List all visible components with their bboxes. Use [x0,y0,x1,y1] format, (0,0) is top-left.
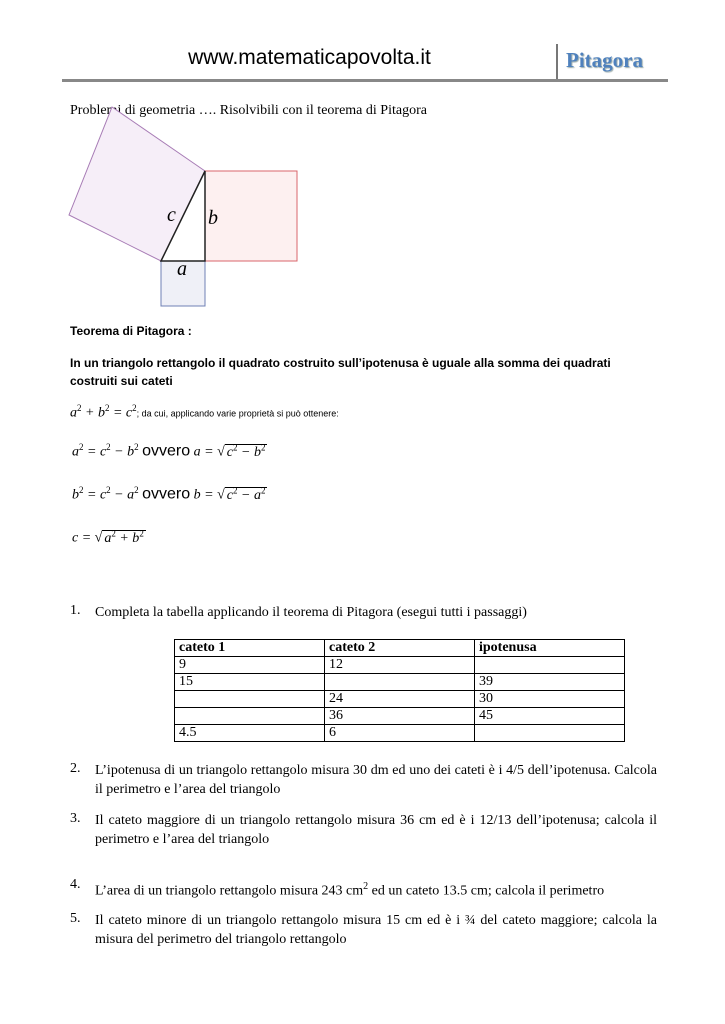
table-row [175,657,625,674]
pythagoras-table [174,639,625,742]
problem-number: 4. [70,877,81,892]
b-square [205,171,297,261]
table-row [175,708,625,725]
formula-note: ; da cui, applicando varie proprietà si può ottenere: [136,408,339,419]
ovvero-text: ovvero [142,485,191,503]
formula-a: $a^2 = c^2 - b^2$ ovvero a = √ $c^2 - b^2$ [72,442,266,460]
problem-number: 1. [70,603,81,618]
problem-text: Completa la tabella applicando il teorema di Pitagora (esegui tutti i passaggi) [95,605,527,620]
cell: 9 [175,657,325,674]
problem-text: Il cateto maggiore di un triangolo rettangolo misura 36 cm ed è i 12/13 dell’ipotenusa; calcola il perimetro e l’area del triangolo [95,813,657,847]
cell: 12 [325,657,475,674]
problem-number: 3. [70,811,81,826]
formula-b: $b^2 = c^2 - a^2$ ovvero b = √ $c^2 - a^2$ [72,485,266,503]
label-a: a [177,258,187,280]
cell [175,691,325,708]
brand-title: Pitagora [566,48,643,72]
cell [325,674,475,691]
problem-number: 2. [70,761,81,776]
header-cell: cateto 2 [325,640,475,657]
cell: 6 [325,725,475,742]
cell [475,725,625,742]
problem-text: Il cateto minore di un triangolo rettangolo misura 15 cm ed è i ¾ del cateto maggiore; calcola la misura del perimetro del triangolo rettangolo [95,913,657,947]
ovvero-text: ovvero [142,442,191,460]
formula-main: $a^2 + b^2 = c^2$; da cui, applicando varie proprietà si può ottenere: [70,403,339,421]
formula-c: c = √ $a^2 + b^2$ [72,528,144,546]
intro-text: Problemi di geometria …. Risolvibili con il teorema di Pitagora [70,103,427,118]
cell: 36 [325,708,475,725]
problem-text-part: ed un cateto 13.5 cm; calcola il perimetro [368,883,605,899]
header-cell: cateto 1 [175,640,325,657]
header-cell: ipotenusa [475,640,625,657]
theorem-title: Teorema di Pitagora : [70,324,192,338]
cell: 30 [475,691,625,708]
table-row [175,725,625,742]
cell: 24 [325,691,475,708]
label-c: c [167,204,176,226]
problem-text: L’ipotenusa di un triangolo rettangolo misura 30 dm ed uno dei cateti è i 4/5 dell’ipotenusa. Calcola il perimetro e l’area del triangolo [95,763,657,797]
theorem-statement: In un triangolo rettangolo il quadrato costruito sull’ipotenusa è uguale alla somma dei quadrati costruiti sui cateti [70,356,611,388]
cell [175,708,325,725]
cell: 45 [475,708,625,725]
cell: 39 [475,674,625,691]
pythagoras-figure [0,0,320,320]
header-divider [556,44,558,80]
table-row [175,674,625,691]
cell: 15 [175,674,325,691]
problem-text-part: L’area di un triangolo rettangolo misura 243 cm [95,883,364,899]
table-header-row [175,640,625,657]
table-row [175,691,625,708]
superscript: 2 [363,881,369,892]
problem-number: 5. [70,911,81,926]
problem-text [95,877,657,901]
label-b: b [208,207,218,229]
cell: 4.5 [175,725,325,742]
cell [475,657,625,674]
site-url: www.matematicapovolta.it [188,46,431,69]
